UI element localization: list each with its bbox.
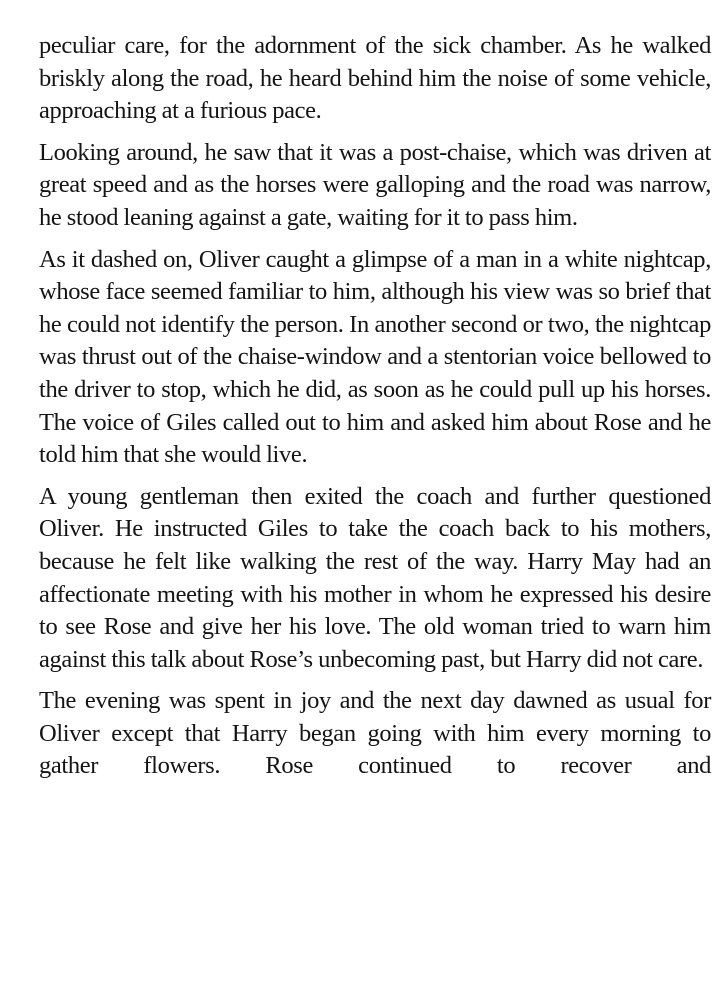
paragraph-4: A young gentleman then exited the coach and further questioned Oliver. He instructed Giles to take the coach back to his mothers, because he felt like walking the rest of the way. Harry May had an affectionate meeting with his mother in whom he expressed his desire to see Rose and give her his love. The old woman tried to warn him against this talk about Rose’s unbecoming past, but Harry did not care.	[39, 482, 711, 673]
paragraph-5: The evening was spent in joy and the next day dawned as usual for Oliver except that Harry began going with him every morning to gather flowers. Rose continued to recover and	[39, 687, 711, 780]
paragraph-2: Looking around, he saw that it was a post-chaise, which was driven at great speed and as the horses were galloping and the road was narrow, he stood leaning against a gate, waiting for it to pass him.	[39, 138, 711, 231]
paragraph-3: As it dashed on, Oliver caught a glimpse of a man in a white nightcap, whose face seemed familiar to him, although his view was so brief that he could not identify the person. In another second or two, the nightcap was thrust out of the chaise-window and a stentorian voice bellowed to the driver to stop, which he did, as soon as he could pull up his horses. The voice of Giles called out to him and asked him about Rose and he told him that she would live.	[39, 245, 711, 469]
paragraph-1: peculiar care, for the adornment of the sick chamber. As he walked briskly along the road, he heard behind him the noise of some vehicle, approaching at a furious pace.	[39, 32, 711, 125]
page-body	[39, 30, 711, 792]
